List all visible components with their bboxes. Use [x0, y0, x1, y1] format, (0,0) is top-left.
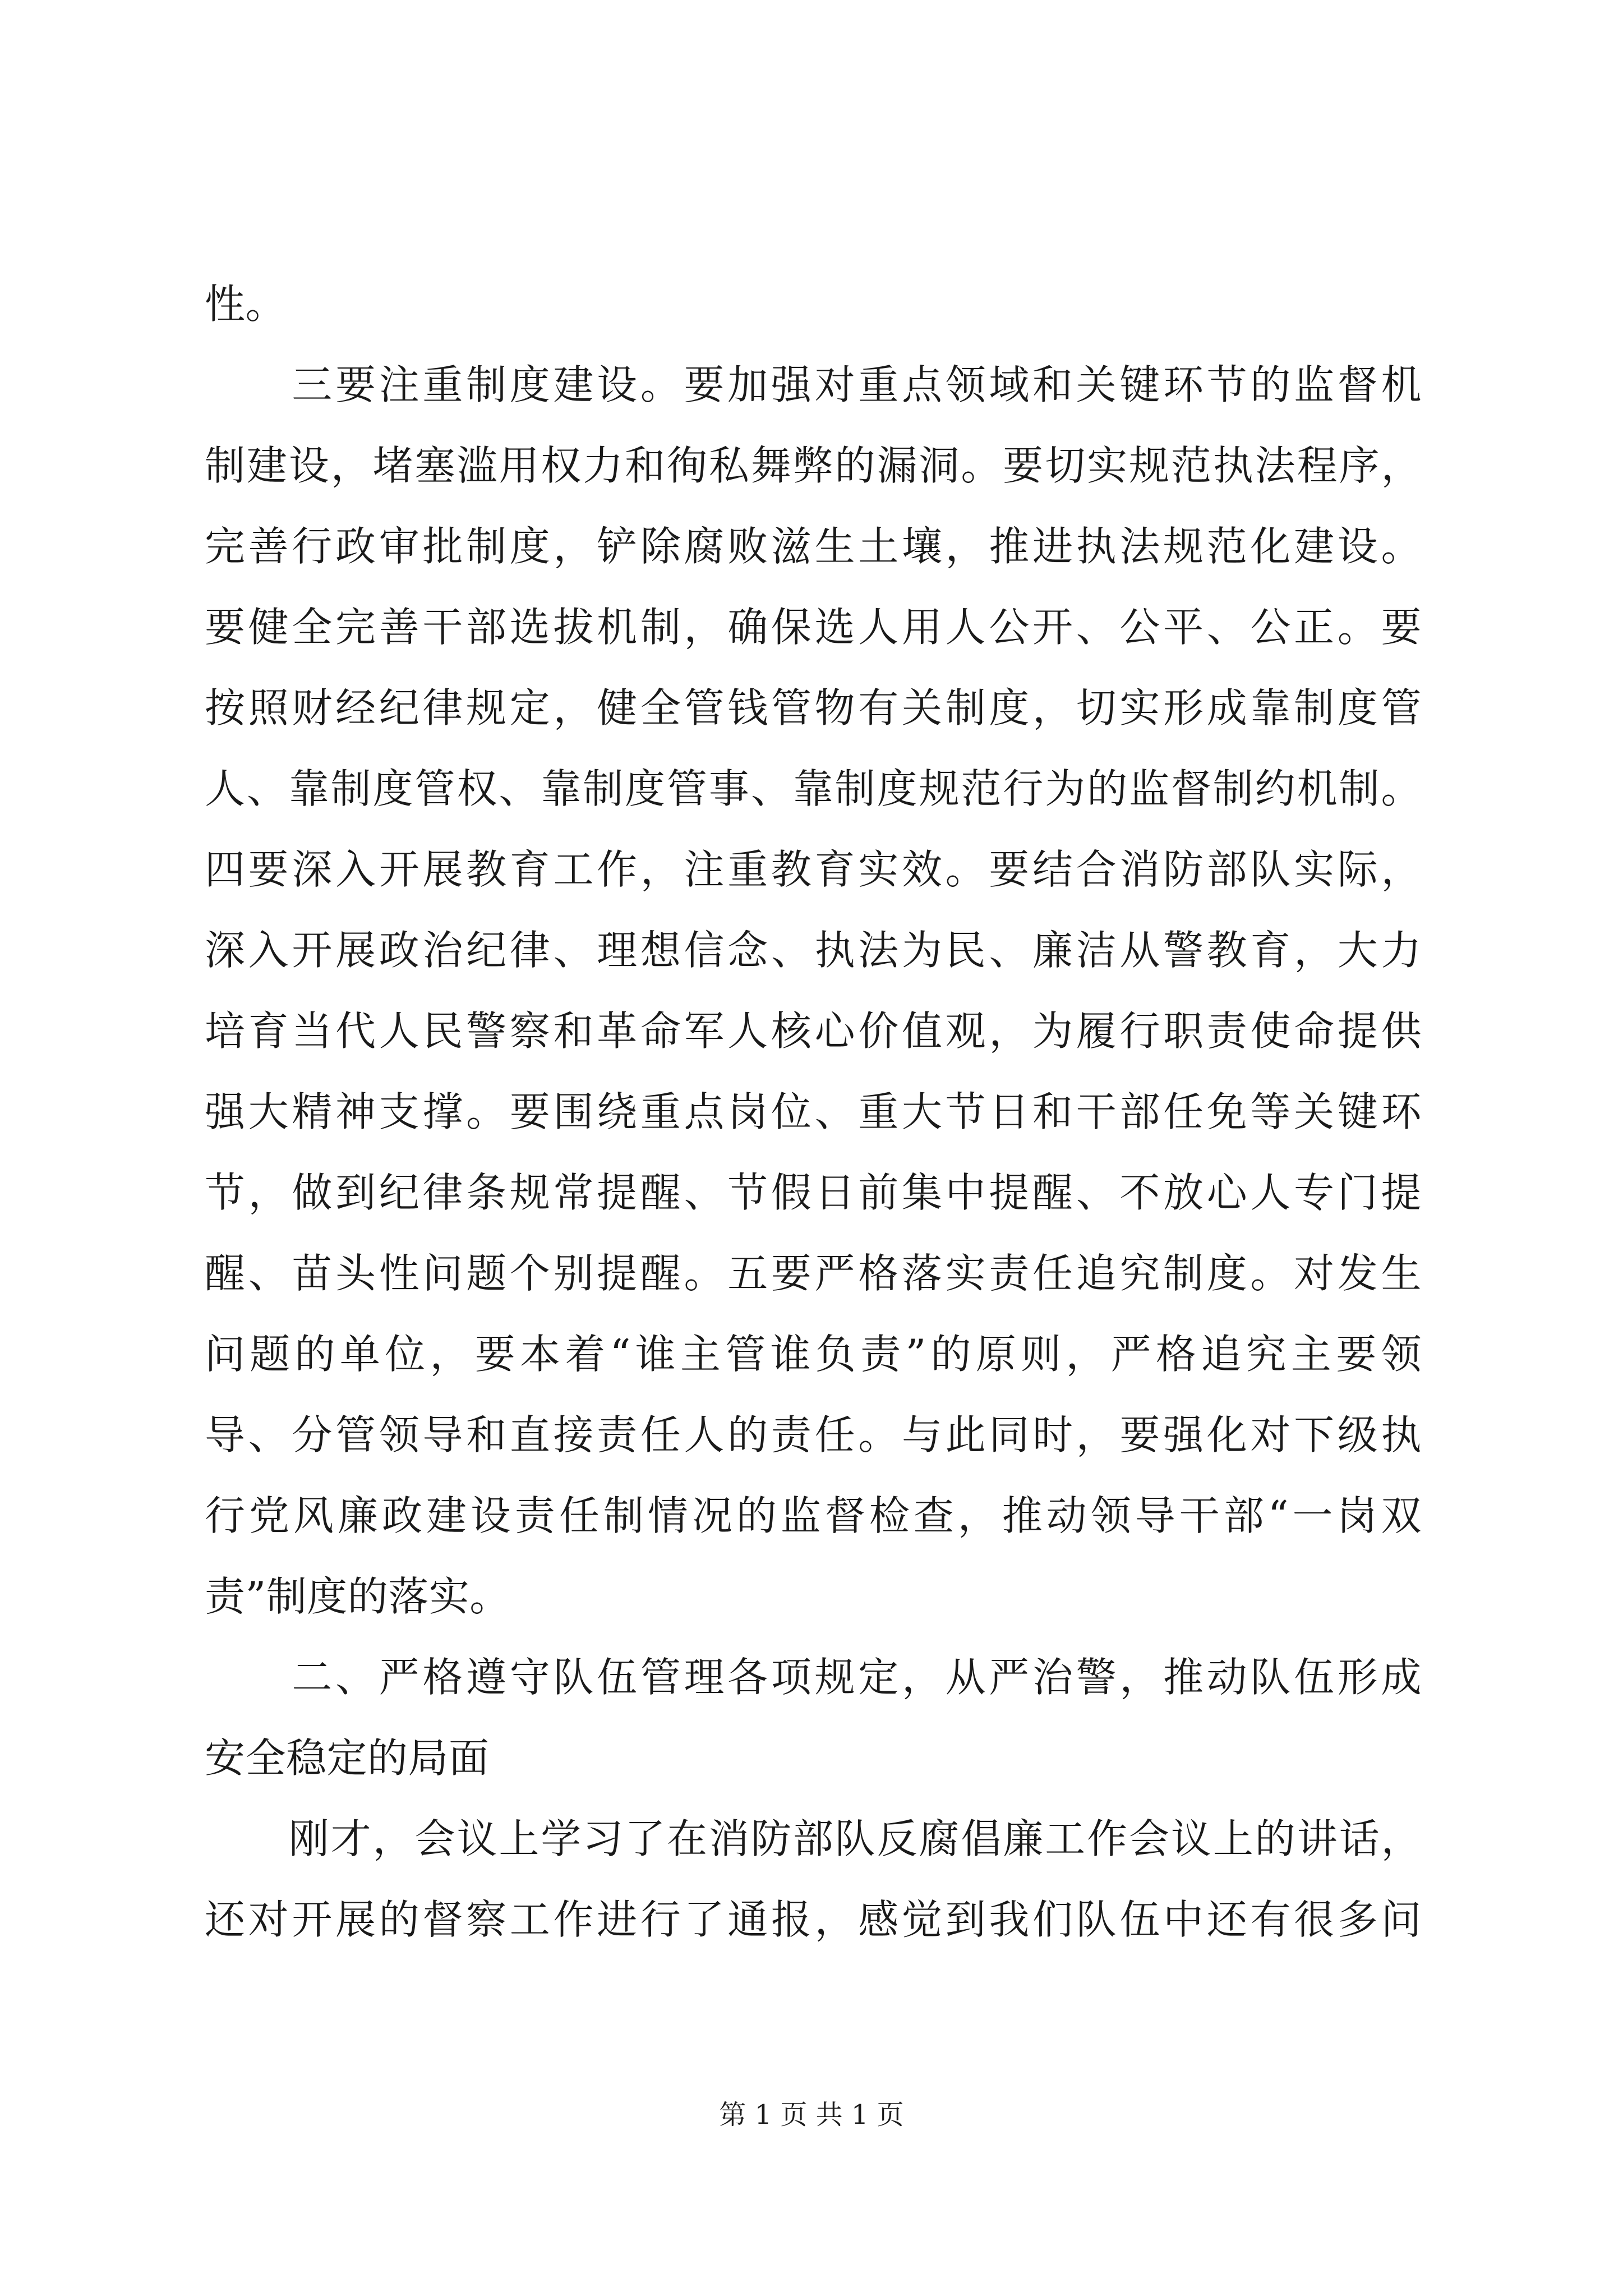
text-line: 节，做到纪律条规常提醒、节假日前集中提醒、不放心人专门提 — [205, 1169, 1422, 1216]
text-line: 培育当代人民警察和革命军人核心价值观，为履行职责使命提供 — [205, 1007, 1422, 1055]
text-line: 刚才，会议上学习了在消防部队反腐倡廉工作会议上的讲话， — [205, 1815, 1422, 1862]
text-line: 行党风廉政建设责任制情况的监督检查，推动领导干部“一岗双 — [205, 1492, 1422, 1539]
text-line: 完善行政审批制度，铲除腐败滋生土壤，推进执法规范化建设。 — [205, 523, 1422, 570]
text-line: 强大精神支撑。要围绕重点岗位、重大节日和干部任免等关键环 — [205, 1088, 1422, 1135]
text-line: 导、分管领导和直接责任人的责任。与此同时，要强化对下级执 — [205, 1411, 1422, 1458]
text-line: 三要注重制度建设。要加强对重点领域和关键环节的监督机 — [205, 361, 1422, 408]
text-line: 要健全完善干部选拔机制，确保选人用人公开、公平、公正。要 — [205, 604, 1422, 651]
text-line: 人、靠制度管权、靠制度管事、靠制度规范行为的监督制约机制。 — [205, 765, 1422, 812]
section-heading-line: 安全稳定的局面 — [205, 1734, 490, 1782]
text-line: 醒、苗头性问题个别提醒。五要严格落实责任追究制度。对发生 — [205, 1250, 1422, 1297]
text-line: 性。 — [205, 280, 287, 328]
section-heading-line: 二、严格遵守队伍管理各项规定，从严治警，推动队伍形成 — [205, 1654, 1422, 1701]
text-line: 制建设，堵塞滥用权力和徇私舞弊的漏洞。要切实规范执法程序， — [205, 442, 1422, 489]
text-line: 问题的单位，要本着“谁主管谁负责”的原则，严格追究主要领 — [205, 1331, 1422, 1378]
text-line: 按照财经纪律规定，健全管钱管物有关制度，切实形成靠制度管 — [205, 684, 1422, 731]
text-line: 深入开展政治纪律、理想信念、执法为民、廉洁从警教育，大力 — [205, 927, 1422, 974]
document-body — [205, 264, 1422, 1960]
text-line: 还对开展的督察工作进行了通报，感觉到我们队伍中还有很多问 — [205, 1896, 1422, 1943]
text-line: 四要深入开展教育工作，注重教育实效。要结合消防部队实际， — [205, 846, 1422, 893]
page-number-footer: 第 1 页 共 1 页 — [719, 2099, 904, 2131]
text-line: 责”制度的落实。 — [205, 1573, 510, 1620]
